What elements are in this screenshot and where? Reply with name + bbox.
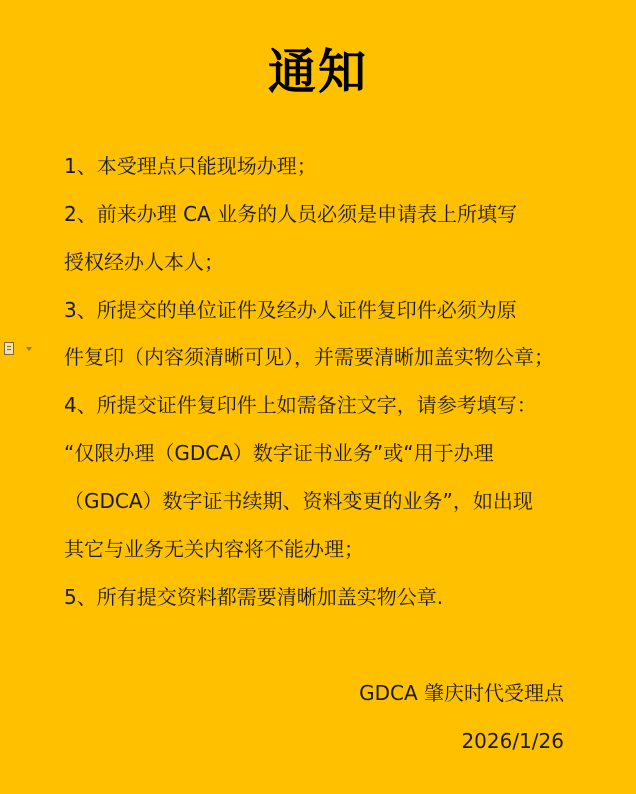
- notice-line-7: “仅限办理（GDCA）数字证书业务”或“用于办理: [64, 441, 494, 465]
- notice-title: 通知: [267, 44, 368, 100]
- notice-line-10: 5、所有提交资料都需要清晰加盖实物公章.: [64, 585, 444, 609]
- notice-line-3: 授权经办人本人；: [64, 250, 224, 274]
- notice-line-5: 件复印（内容须清晰可见），并需要清晰加盖实物公章；: [64, 345, 554, 369]
- dropdown-arrow-icon: [26, 347, 32, 351]
- notice-line-8: （GDCA）数字证书续期、资料变更的业务”，如出现: [64, 489, 533, 513]
- notice-line-6: 4、所提交证件复印件上如需备注文字，请参考填写：: [64, 393, 537, 417]
- paste-options-icon[interactable]: [4, 342, 18, 356]
- notice-date: 2026/1/26: [461, 729, 564, 753]
- notice-line-4: 3、所提交的单位证件及经办人证件复印件必须为原: [64, 298, 517, 322]
- clipboard-page-icon: [4, 342, 14, 355]
- notice-line-2: 2、前来办理 CA 业务的人员必须是申请表上所填写: [64, 202, 518, 226]
- notice-line-1: 1、本受理点只能现场办理；: [64, 154, 317, 178]
- notice-line-9: 其它与业务无关内容将不能办理；: [64, 537, 364, 561]
- notice-signature: GDCA 肇庆时代受理点: [359, 681, 564, 705]
